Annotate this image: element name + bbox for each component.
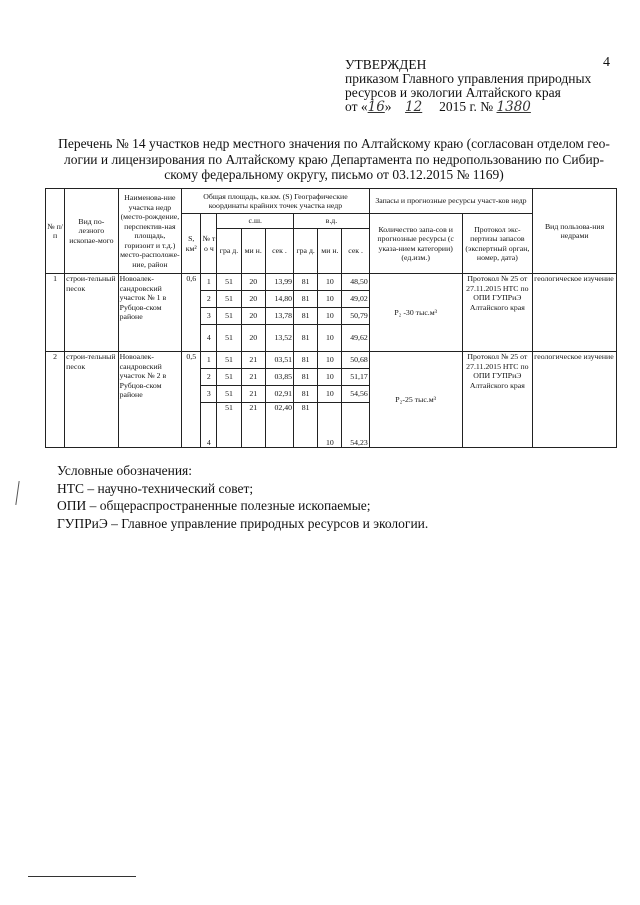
document-title: Перечень № 14 участков недр местного значения по Алтайскому краю (согласован отделом гео-логии и лицензирования по Алтайскому краю Департамента по недропользованию по Сибир-скому федеральному округу, письмо от 03.12.2015 № 1169) — [58, 136, 610, 182]
header-row-1 — [46, 189, 617, 214]
margin-pen-mark — [15, 481, 19, 505]
header-e-min: ми н. — [318, 229, 342, 274]
n-sec: 02,40 — [265, 403, 293, 448]
n-sec: 03,51 — [265, 352, 293, 369]
e-deg: 81 — [294, 369, 318, 386]
row-mineral-type: строи-тельный песок — [65, 352, 118, 448]
handwritten-order-number: 1380 — [496, 99, 531, 115]
e-sec: 49,62 — [342, 325, 369, 352]
e-min: 10 — [318, 369, 342, 386]
n-min: 20 — [241, 274, 265, 291]
n-min: 21 — [241, 386, 265, 403]
note-item: ГУПРиЭ – Главное управление природных ресурсов и экологии. — [57, 515, 429, 531]
header-north-lat: с.ш. — [217, 214, 294, 229]
n-sec: 13,99 — [265, 274, 293, 291]
n-deg: 51 — [217, 369, 241, 386]
n-sec: 02,91 — [265, 386, 293, 403]
n-min: 20 — [241, 325, 265, 352]
n-deg: 51 — [217, 386, 241, 403]
e-deg: 81 — [294, 386, 318, 403]
e-deg: 81 — [294, 291, 318, 308]
n-min: 21 — [241, 352, 265, 369]
e-sec: 50,68 — [342, 352, 369, 369]
row-usage: геологическое изучение — [533, 274, 617, 352]
n-min: 20 — [241, 291, 265, 308]
header-east-lon: в.д. — [294, 214, 370, 229]
e-deg: 81 — [294, 274, 318, 291]
n-deg: 51 — [217, 325, 241, 352]
e-deg: 81 — [294, 325, 318, 352]
n-deg: 51 — [217, 308, 241, 325]
header-usage: Вид пользова-ния недрами — [533, 189, 617, 274]
handwritten-month: 12 — [405, 99, 423, 115]
header-area-s: S, км² — [182, 214, 201, 274]
point-no: 4 — [201, 403, 217, 448]
header-point-no: № т о ч — [201, 214, 217, 274]
notes-heading: Условные обозначения: — [57, 463, 193, 478]
row-num: 1 — [46, 274, 65, 352]
approval-authority-line: ресурсов и экологии Алтайского края — [345, 85, 561, 100]
n-min: 21 — [241, 369, 265, 386]
point-no: 4 — [201, 325, 217, 352]
header-num: № п/ п — [46, 189, 65, 274]
header-protocol: Протокол экс-пертизы запасов (экспертный орган, номер, дата) — [462, 214, 533, 274]
point-no: 1 — [201, 352, 217, 369]
row-protocol: Протокол № 25 от 27.11.2015 НТС по ОПИ ГУПРиЭ Алтайского края — [462, 274, 533, 352]
date-prefix: от « — [345, 99, 368, 114]
n-deg: 51 — [217, 352, 241, 369]
row-area: 0,6 — [182, 274, 201, 352]
e-min: 10 — [318, 274, 342, 291]
point-no: 1 — [201, 274, 217, 291]
header-mineral-type: Вид по-лезного ископае-мого — [65, 189, 118, 274]
legend-notes — [57, 462, 428, 532]
header-site-name: Наименова-ние участка недр (место-рождение, перспектив-ная площадь, горизонт и т.д.) место-расположе-ние, район — [118, 189, 182, 274]
e-sec: 50,79 — [342, 308, 369, 325]
n-deg: 51 — [217, 403, 241, 448]
header-n-min: ми н. — [241, 229, 265, 274]
n-deg: 51 — [217, 274, 241, 291]
e-min: 10 — [318, 352, 342, 369]
point-no: 3 — [201, 386, 217, 403]
header-reserves: Запасы и прогнозные ресурсы участ-ков недр — [369, 189, 532, 214]
handwritten-day: 16 — [367, 99, 385, 115]
point-no: 2 — [201, 291, 217, 308]
approval-date-line: от «16» 12 2015 г. № 1380 — [345, 99, 531, 115]
e-sec: 54,56 — [342, 386, 369, 403]
header-e-sec: сек . — [342, 229, 369, 274]
e-sec: 48,50 — [342, 274, 369, 291]
e-min: 10 — [318, 308, 342, 325]
e-min: 10 — [318, 325, 342, 352]
n-sec: 13,52 — [265, 325, 293, 352]
header-area-coordinates: Общая площадь, кв.км. (S) Географические координаты крайних точек участка недр — [182, 189, 370, 214]
approval-order-line: приказом Главного управления природных — [345, 71, 592, 86]
table-row — [46, 352, 617, 369]
e-sec: 51,17 — [342, 369, 369, 386]
approval-heading: УТВЕРЖДЕН — [345, 57, 427, 72]
note-item: ОПИ – общераспространенные полезные ископаемые; — [57, 498, 371, 513]
e-min: 10 — [318, 386, 342, 403]
n-min: 21 — [241, 403, 265, 448]
e-deg: 81 — [294, 308, 318, 325]
point-no: 2 — [201, 369, 217, 386]
n-sec: 03,85 — [265, 369, 293, 386]
row-quantity: P₂ -30 тыс.м³ — [369, 274, 462, 352]
header-quantity: Количество запа-сов и прогнозные ресурсы (с указа-нием категории) (ед.изм.) — [369, 214, 462, 274]
n-min: 20 — [241, 308, 265, 325]
approval-block — [345, 58, 591, 114]
point-no: 3 — [201, 308, 217, 325]
header-e-deg: гра д. — [294, 229, 318, 274]
footer-rule — [28, 876, 136, 877]
n-sec: 13,78 — [265, 308, 293, 325]
header-n-sec: сек . — [265, 229, 293, 274]
row-mineral-type: строи-тельный песок — [65, 274, 118, 352]
header-n-deg: гра д. — [217, 229, 241, 274]
subsoil-sites-table — [45, 188, 617, 448]
row-site-name: Новоалек-сандровский участок № 1 в Рубцов-ском районе — [118, 274, 182, 352]
n-deg: 51 — [217, 291, 241, 308]
table-row — [46, 274, 617, 291]
e-min: 10 — [318, 291, 342, 308]
row-site-name: Новоалек-сандровский участок № 2 в Рубцов-ском районе — [118, 352, 182, 448]
row-num: 2 — [46, 352, 65, 448]
e-deg: 81 — [294, 403, 318, 448]
page-number: 4 — [603, 55, 610, 70]
note-item: НТС – научно-технический совет; — [57, 480, 254, 496]
e-sec: 49,02 — [342, 291, 369, 308]
row-protocol: Протокол № 25 от 27.11.2015 НТС по ОПИ ГУПРиЭ Алтайского края — [462, 352, 533, 448]
year-text: 2015 г. № — [439, 99, 494, 114]
row-quantity: P₂-25 тыс.м³ — [369, 352, 462, 448]
e-deg: 81 — [294, 352, 318, 369]
e-sec: 54,23 — [342, 403, 369, 448]
row-usage: геологическое изучение — [533, 352, 617, 448]
e-min: 10 — [318, 403, 342, 448]
row-area: 0,5 — [182, 352, 201, 448]
n-sec: 14,80 — [265, 291, 293, 308]
